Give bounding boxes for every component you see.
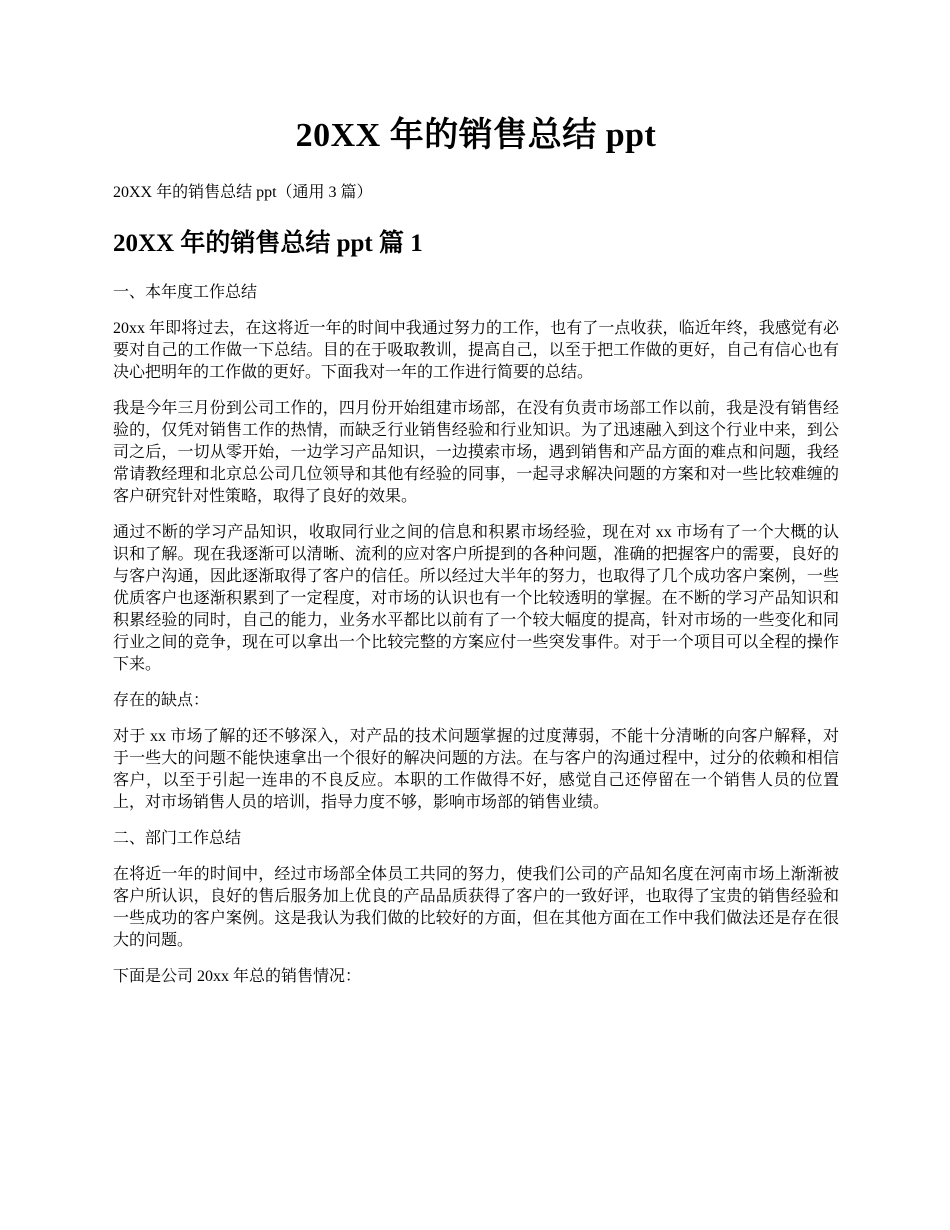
paragraph-shortcomings-heading: 存在的缺点： — [113, 692, 210, 709]
paragraph-intro: 20xx 年即将过去，在这将近一年的时间中我通过努力的工作，也有了一点收获，临近年终，我感觉有必要对自己的工作做一下总结。目的在于吸取教训，提高自己，以至于把工作做的更好，自己有信心也有决心把明年的工作做的更好。下面我对一年的工作进行简要的总结。 — [113, 320, 839, 381]
paragraph-annual-summary-heading: 一、本年度工作总结 — [113, 284, 258, 301]
paragraph-department-summary: 在将近一年的时间中，经过市场部全体员工共同的努力，使我们公司的产品知名度在河南市场上渐渐被客户所认识，良好的售后服务加上优良的产品品质获得了客户的一致好评，也取得了宝贵的销售经验和一些成功的客户案例。这是我认为我们做的比较好的方面，但在其他方面在工作中我们做法还是存在很大的问题。 — [113, 866, 839, 949]
paragraph-progress: 通过不断的学习产品知识，收取同行业之间的信息和积累市场经验，现在对 xx 市场有了一个大概的认识和了解。现在我逐渐可以清晰、流利的应对客户所提到的各种问题，准确的把握客户的需要，良好的与客户沟通，因此逐渐取得了客户的信任。所以经过大半年的努力，也取得了几个成功客户案例，一些优质客户也逐渐积累到了一定程度，对市场的认识也有一个比较透明的掌握。在不断的学习产品知识和积累经验的同时，自己的能力，业务水平都比以前有了一个较大幅度的提高，针对市场的一些变化和同行业之间的竞争，现在可以拿出一个比较完整的方案应付一些突发事件。对于一个项目可以全程的操作下来。 — [113, 524, 839, 673]
document-title: 20XX 年的销售总结 ppt — [295, 117, 657, 154]
paragraph-background: 我是今年三月份到公司工作的，四月份开始组建市场部，在没有负责市场部工作以前，我是没有销售经验的，仅凭对销售工作的热情，而缺乏行业销售经验和行业知识。为了迅速融入到这个行业中来，到公司之后，一切从零开始，一边学习产品知识，一边摸索市场，遇到销售和产品方面的难点和问题，我经常请教经理和北京总公司几位领导和其他有经验的同事，一起寻求解决问题的方案和对一些比较难缠的客户研究针对性策略，取得了良好的效果。 — [113, 400, 839, 505]
section-heading: 20XX 年的销售总结 ppt 篇 1 — [113, 230, 423, 257]
paragraph-department-heading: 二、部门工作总结 — [113, 830, 242, 847]
paragraph-shortcomings: 对于 xx 市场了解的还不够深入，对产品的技术问题掌握的过度薄弱，不能十分清晰的向客户解释，对于一些大的问题不能快速拿出一个很好的解决问题的方法。在与客户的沟通过程中，过分的依赖和相信客户，以至于引起一连串的不良反应。本职的工作做得不好，感觉自己还停留在一个销售人员的位置上，对市场销售人员的培训，指导力度不够，影响市场部的销售业绩。 — [113, 728, 839, 811]
paragraph-sales-intro: 下面是公司 20xx 年总的销售情况： — [113, 968, 362, 985]
document-page — [113, 112, 839, 988]
document-subtitle: 20XX 年的销售总结 ppt（通用 3 篇） — [113, 184, 373, 201]
